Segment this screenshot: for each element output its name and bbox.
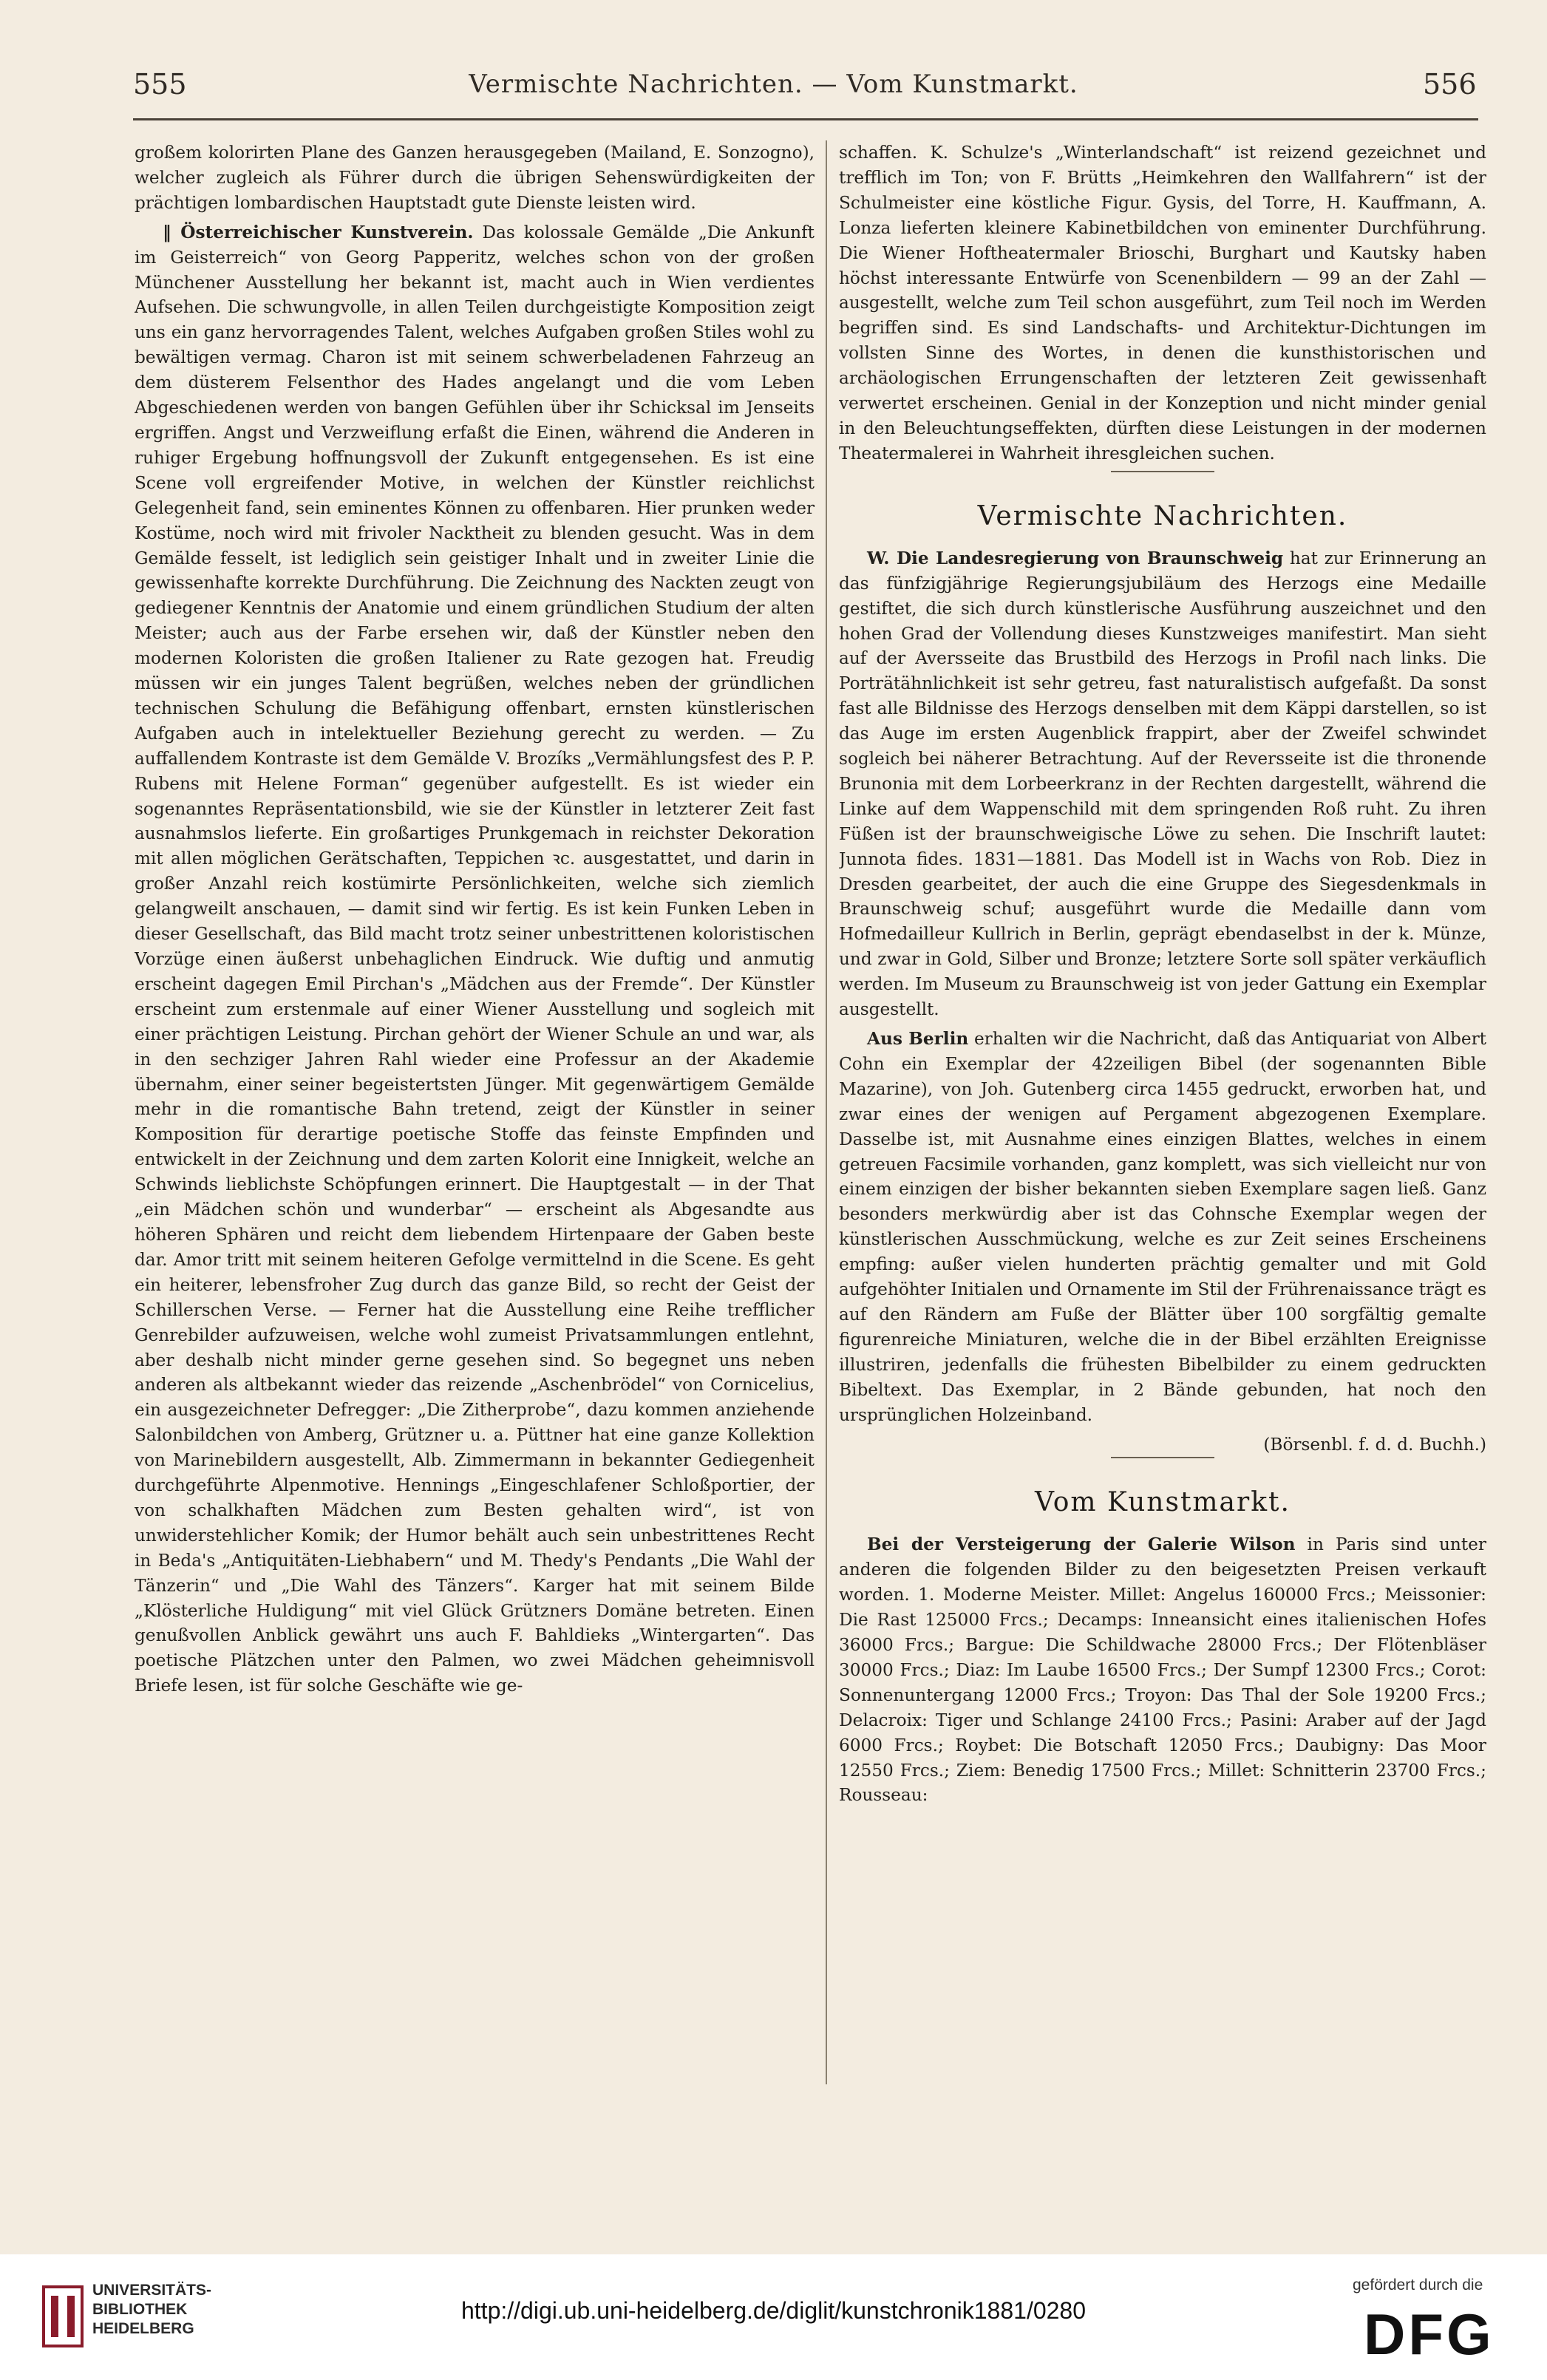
section-rule bbox=[1111, 1457, 1214, 1458]
paragraph: schaffen. K. Schulze's „Winterlandschaft“ ist reizend gezeichnet und trefflich im Ton; von F. Brütts „Heimkehren den Wallfahrern“ ist der Schulmeister eine köstliche Figur. Gysis, del Torre, H. Kauffmann, A. Lonza lieferten kleinere Kabinetbildchen von eminenter Durchführung. Die Wiener Hoftheatermaler Brioschi, Burghart und Kautsky haben höchst interessante Entwürfe von Scenenbildern — 99 an der Zahl — ausgestellt, welche zum Teil schon ausgeführt, zum Teil noch im Werden begriffen sind. Es sind Landschafts- und Architektur-Dichtungen im vollsten Sinne des Wortes, in denen die kunsthistorischen und archäologischen Errungenschaften der letzteren Zeit gewissenhaft verwertet erscheinen. Genial in der Konzeption und nicht minder genial in den Beleuchtungseffekten, dürften diese Leistungen in der modernen Theatermalerei in Wahrheit ihresgleichen suchen. bbox=[839, 143, 1486, 463]
header-rule bbox=[133, 118, 1478, 120]
section-heading: Vom Kunstmarkt. bbox=[1035, 1487, 1291, 1518]
page-header bbox=[0, 0, 1547, 148]
source-citation: (Börsenbl. f. d. d. Buchh.) bbox=[1263, 1434, 1486, 1455]
right-column bbox=[839, 140, 1486, 2077]
paragraph bbox=[839, 546, 1486, 1022]
page-number-right: 556 bbox=[1423, 68, 1477, 101]
paragraph-lead: Aus Berlin bbox=[867, 1029, 969, 1049]
page-number-left: 555 bbox=[133, 68, 187, 101]
paragraph-lead: ‖ Österreichischer Kunstverein. bbox=[163, 222, 474, 242]
library-name-line: UNIVERSITÄTS- bbox=[92, 2282, 212, 2299]
paragraph-lead: Bei der Versteigerung der Galerie Wilson bbox=[867, 1534, 1296, 1555]
paragraph-text: hat zur Erinnerung an das fünfzigjährige Regierungsjubiläum des Herzogs eine Medaille gestiftet, die sich durch künstlerische Ausführung auszeichnet und den hohen Grad der Vollendung dieses Kunstzweiges manifestirt. Man sieht auf der Aversseite das Brustbild des Herzogs in Profil nach links. Die Porträtähnlichkeit ist sehr getreu, fast naturalistisch aufgefaßt. Da sonst fast alle Bildnisse des Herzogs denselben mit dem Käppi darstellen, so ist das Auge im ersten Augenblick frappirt, aber der Zweifel schwindet sogleich bei näherer Betrachtung. Auf der Reversseite ist die thronende Brunonia mit dem Lorbeerkranz in der Rechten dargestellt, während die Linke auf dem Wappenschild mit dem springenden Roß ruht. Zu ihren Füßen ist der braunschweigische Löwe zu sehen. Die Inschrift lautet: Junnota fides. 1831—1881. Das Modell ist in Wachs von Rob. Diez in Dresden gearbeitet, der auch die eine Gruppe des Siegesdenkmals in Braunschweig schuf; ausgeführt wurde die Medaille dann vom Hofmedailleur Kullrich in Berlin, geprägt ebendaselbst in der k. Münze, und zwar in Gold, Silber und Bronze; letztere Sorte soll später verkäuflich werden. Im Museum zu Braunschweig ist von jeder Gattung ein Exemplar ausgestellt. bbox=[839, 548, 1486, 1020]
section-rule bbox=[1111, 471, 1214, 472]
funding-caption: gefördert durch die bbox=[1353, 2277, 1483, 2294]
paragraph-text: erhalten wir die Nachricht, daß das Antiquariat von Albert Cohn ein Exemplar der 42zeiligen Bibel (der sogenannten Bible Mazarine), von Joh. Gutenberg circa 1455 gedruckt, erworben hat, und zwar eines der wenigen auf Pergament abgezogenen Exemplare. Dasselbe ist, mit Ausnahme eines einzigen Blattes, welches in einem getreuen Facsimile vorhanden, ganz komplett, was sich vielleicht nur von einem einzigen der bisher bekannten sieben Exemplare sagen ließ. Ganz besonders merkwürdig aber ist das Cohnsche Exemplar wegen der künstlerischen Ausschmückung, welche es zur Zeit seines Erscheinens empfing: außer vielen hunderten prächtig gemalter und mit Gold aufgehöhter Initialen und Ornamente im Stil der Frührenaissance trägt es auf den Rändern am Fuße der Blätter über 100 sorgfältig gemalte figurenreiche Miniaturen, welche die in der Bibel erzählten Ereignisse illustriren, jedenfalls die frühesten Bibelbilder zu einem gedruckten Bibeltext. Das Exemplar, in 2 Bände gebunden, hat noch den ursprünglichen Holzeinband. bbox=[839, 1029, 1486, 1425]
paragraph bbox=[839, 1532, 1486, 1808]
dfg-logo: DFG bbox=[1364, 2302, 1495, 2367]
column-divider bbox=[826, 140, 827, 2084]
running-title: Vermischte Nachrichten. — Vom Kunstmarkt. bbox=[469, 69, 1078, 99]
paragraph-text: Das kolossale Gemälde „Die Ankunft im Geisterreich“ von Georg Papperitz, welches schon von der großen Münchener Ausstellung her bekannt ist, macht auch in Wien verdientes Aufsehen. Die schwungvolle, in allen Teilen durchgeistigte Komposition zeigt uns ein ganz hervorragendes Talent, welches Aufgaben großen Stiles wohl zu bewältigen vermag. Charon ist mit seinem schwerbeladenen Fahrzeug an dem düsterem Felsenthor des Hades angelangt und die vom Leben Abgeschiedenen werden von bangen Gefühlen über ihr Schicksal im Jenseits ergriffen. Angst und Verzweiflung erfaßt die Einen, während die Anderen in ruhiger Ergebung hoffnungsvoll der Zukunft entgegensehen. Es ist eine Scene voll ergreifender Motive, in welchen der Künstler reichlichst Gelegenheit fand, sein eminentes Können zu offenbaren. Hier prunken weder Kostüme, noch wird mit frivoler Nacktheit zu blenden gesucht. Was in dem Gemälde fesselt, ist lediglich sein geistiger Inhalt und in zweiter Linie die gewissenhafte korrekte Durchführung. Die Zeichnung des Nackten zeugt von gediegener Kenntnis der Anatomie und einem gründlichen Studium der alten Meister; auch aus der Farbe ersehen wir, daß der Künstler neben den modernen Koloristen die großen Italiener zu Rate gezogen hat. Freudig müssen wir ein junges Talent begrüßen, welches neben der gründlichen technischen Schulung die Befähigung offenbart, ernsten künstlerischen Aufgaben auch in intelektueller Beziehung gerecht zu werden. — Zu auffallendem Kontraste ist dem Gemälde V. Brozíks „Vermählungsfest des P. P. Rubens mit Helene Forman“ gegenüber aufgestellt. Es ist wieder ein sogenanntes Repräsentationsbild, wie sie der Künstler in letzterer Zeit fast ausnahmslos lieferte. Ein großartiges Prunkgemach in reichster Dekoration mit allen möglichen Gerätschaften, Teppichen ꝛc. ausgestattet, und darin in großer Anzahl reich kostümirte Persönlichkeiten, welche sich ziemlich gelangweilt anschauen, — damit sind wir fertig. Es ist kein Funken Leben in dieser Gesellschaft, das Bild macht trotz seiner unbestrittenen koloristischen Vorzüge einen äußerst unbehaglichen Eindruck. Wie duftig und anmutig erscheint dagegen Emil Pirchan's „Mädchen aus der Fremde“. Der Künstler erscheint zum erstenmale auf einer Wiener Ausstellung und sogleich mit einer prächtigen Leistung. Pirchan gehört der Wiener Schule an und war, als in den sechziger Jahren Rahl wieder eine Professur an der Akademie übernahm, einer seiner begeistertsten Jünger. Mit gegenwärtigem Gemälde mehr in die romantische Bahn tretend, zeigt der Künstler in seiner Komposition für derartige poetische Stoffe das feinste Empfinden und entwickelt in der Zeichnung und dem zarten Kolorit eine Innigkeit, welche an Schwinds lieblichste Schöpfungen erinnert. Die Hauptgestalt — in der That „ein Mädchen schön und wunderbar“ — erscheint als Abgesandte aus höheren Sphären und reicht dem liebendem Hirtenpaare der Gaben beste dar. Amor tritt mit seinem heiteren Gefolge vermittelnd in die Scene. Es geht ein heiterer, lebensfroher Zug durch das ganze Bild, so recht der Geist der Schillerschen Verse. — Ferner hat die Ausstellung eine Reihe trefflicher Genrebilder aufzuweisen, welche wohl zumeist Privatsammlungen entlehnt, aber deshalb nicht minder gerne gesehen sind. So begegnet uns neben anderen als altbekannt wieder das reizende „Aschenbrödel“ von Cornicelius, ein ausgezeichneter Defregger: „Die Zitherprobe“, dazu kommen anziehende Salonbildchen von Amberg, Grützner u. a. Püttner hat eine ganze Kollektion von Marinebildern ausgestellt, Alb. Zimmermann in bekannter Gediegenheit durchgeführte Alpenmotive. Hennings „Eingeschlafener Schloßportier, der von schalkhaften Mädchen zum Besten gehalten wird“, ist von unwiderstehlicher Komik; der Humor behält auch sein unbestrittenes Recht in Beda's „Antiquitäten-Liebhabern“ und M. Thedy's Pendants „Die Wahl der Tänzerin“ und „Die Wahl des Tänzers“. Karger hat mit seinem Bilde „Klösterliche Huldigung“ mit viel Glück Grützners Domäne betreten. Einen genußvollen Anblick gewährt uns auch F. Bahldieks „Wintergarten“. Das poetische Plätzchen unter den Palmen, wo zwei Mädchen geheimnisvoll Briefe lesen, ist für solche Geschäfte wie ge- bbox=[135, 222, 815, 1696]
library-name-line: BIBLIOTHEK bbox=[92, 2301, 188, 2318]
paragraph-lead: W. Die Landesregierung von Braunschweig bbox=[867, 548, 1284, 568]
paragraph bbox=[839, 1027, 1486, 1428]
library-name-line: HEIDELBERG bbox=[92, 2320, 194, 2337]
paragraph-text: in Paris sind unter anderen die folgenden Bilder zu den beigesetzten Preisen verkauft worden. 1. Moderne Meister. Millet: Angelus 160000 Frcs.; Meissonier: Die Rast 125000 Frcs.; Decamps: Inneansicht eines italienischen Hofes 36000 Frcs.; Bargue: Die Schildwache 28000 Frcs.; Der Flötenbläser 30000 Frcs.; Diaz: Im Laube 16500 Frcs.; Der Sumpf 12300 Frcs.; Corot: Sonnenuntergang 12000 Frcs.; Troyon: Das Thal der Sole 19200 Frcs.; Delacroix: Tiger und Schlange 24100 Frcs.; Pasini: Araber auf der Jagd 6000 Frcs.; Roybet: Die Botschaft 12050 Frcs.; Daubigny: Das Moor 12550 Frcs.; Ziem: Benedig 17500 Frcs.; Millet: Schnitterin 23700 Frcs.; Rousseau: bbox=[839, 1534, 1486, 1806]
paragraph bbox=[135, 220, 815, 1699]
paragraph: großem kolorirten Plane des Ganzen herausgegeben (Mailand, E. Sonzogno), welcher zugleich als Führer durch die übrigen Sehenswürdigkeiten der prächtigen lombardischen Hauptstadt gute Dienste leisten wird. bbox=[135, 143, 815, 213]
section-heading: Vermischte Nachrichten. bbox=[977, 500, 1348, 531]
left-column bbox=[135, 140, 815, 2062]
source-url-link[interactable]: http://digi.ub.uni-heidelberg.de/diglit/kunstchronik1881/0280 bbox=[460, 2297, 1087, 2324]
